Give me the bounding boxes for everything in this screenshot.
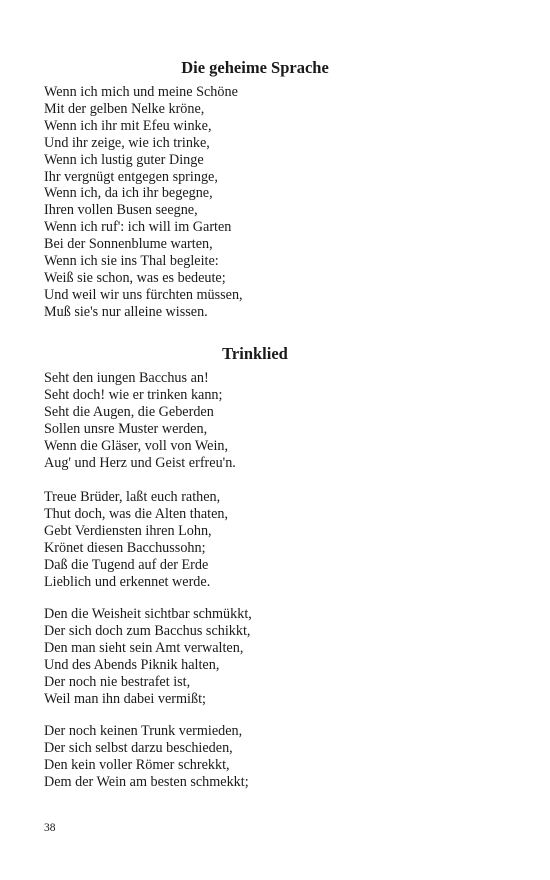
verse-line: Seht den iungen Bacchus an! <box>44 370 209 386</box>
poem-title: Trinklied <box>222 344 288 363</box>
page-number: 38 <box>44 822 56 834</box>
verse-line: Bei der Sonnenblume warten, <box>44 236 213 253</box>
verse-line: Und des Abends Piknik halten, <box>44 656 220 673</box>
stanza <box>44 489 228 590</box>
verse-line: Daß die Tugend auf der Erde <box>44 556 209 573</box>
stanza <box>44 370 236 471</box>
verse-line: Wenn die Gläser, voll von Wein, <box>44 437 229 454</box>
verse-line: Der sich doch zum Bacchus schikkt, <box>44 622 251 639</box>
verse-line: Der sich selbst darzu beschieden, <box>44 739 233 756</box>
verse-line: Thut doch, was die Alten thaten, <box>44 505 229 522</box>
verse-line: Mit der gelben Nelke kröne, <box>44 100 205 117</box>
verse-line: Den man sieht sein Amt verwalten, <box>44 639 244 656</box>
verse-line: Der noch nie bestrafet ist, <box>44 673 191 690</box>
stanza <box>44 84 243 321</box>
verse-line: Dem der Wein am besten schmekkt; <box>44 773 249 790</box>
verse-line: Gebt Verdiensten ihren Lohn, <box>44 522 212 539</box>
verse-line: Wenn ich mich und meine Schöne <box>44 84 238 100</box>
verse-line: Ihr vergnügt entgegen springe, <box>44 168 218 185</box>
poem-title: Die geheime Sprache <box>181 58 329 77</box>
verse-line: Wenn ich ihr mit Efeu winke, <box>44 117 212 134</box>
verse-line: Sollen unsre Muster werden, <box>44 420 208 437</box>
verse-line: Und weil wir uns fürchten müssen, <box>44 286 243 303</box>
verse-line: Seht die Augen, die Geberden <box>44 403 214 420</box>
verse-line: Den kein voller Römer schrekkt, <box>44 756 230 773</box>
verse-line: Ihren vollen Busen seegne, <box>44 202 198 219</box>
verse-line: Lieblich und erkennet werde. <box>44 573 211 590</box>
verse-line: Wenn ich lustig guter Dinge <box>44 151 204 168</box>
verse-line: Wenn ich, da ich ihr begegne, <box>44 185 213 202</box>
verse-line: Seht doch! wie er trinken kann; <box>44 386 223 403</box>
stanza <box>44 723 249 791</box>
verse-line: Wenn ich sie ins Thal begleite: <box>44 253 219 270</box>
verse-line: Muß sie's nur alleine wissen. <box>44 303 208 320</box>
verse-line: Weiß sie schon, was es bedeute; <box>44 269 226 286</box>
verse-line: Wenn ich ruf': ich will im Garten <box>44 219 232 236</box>
verse-line: Der noch keinen Trunk vermieden, <box>44 723 243 739</box>
verse-line: Treue Brüder, laßt euch rathen, <box>44 489 221 505</box>
verse-line: Aug' und Herz und Geist erfreu'n. <box>44 454 236 471</box>
verse-line: Und ihr zeige, wie ich trinke, <box>44 134 210 151</box>
verse-line: Weil man ihn dabei vermißt; <box>44 690 206 707</box>
verse-line: Den die Weisheit sichtbar schmükkt, <box>44 606 252 622</box>
verse-line: Krönet diesen Bacchussohn; <box>44 539 206 556</box>
stanza <box>44 606 252 707</box>
